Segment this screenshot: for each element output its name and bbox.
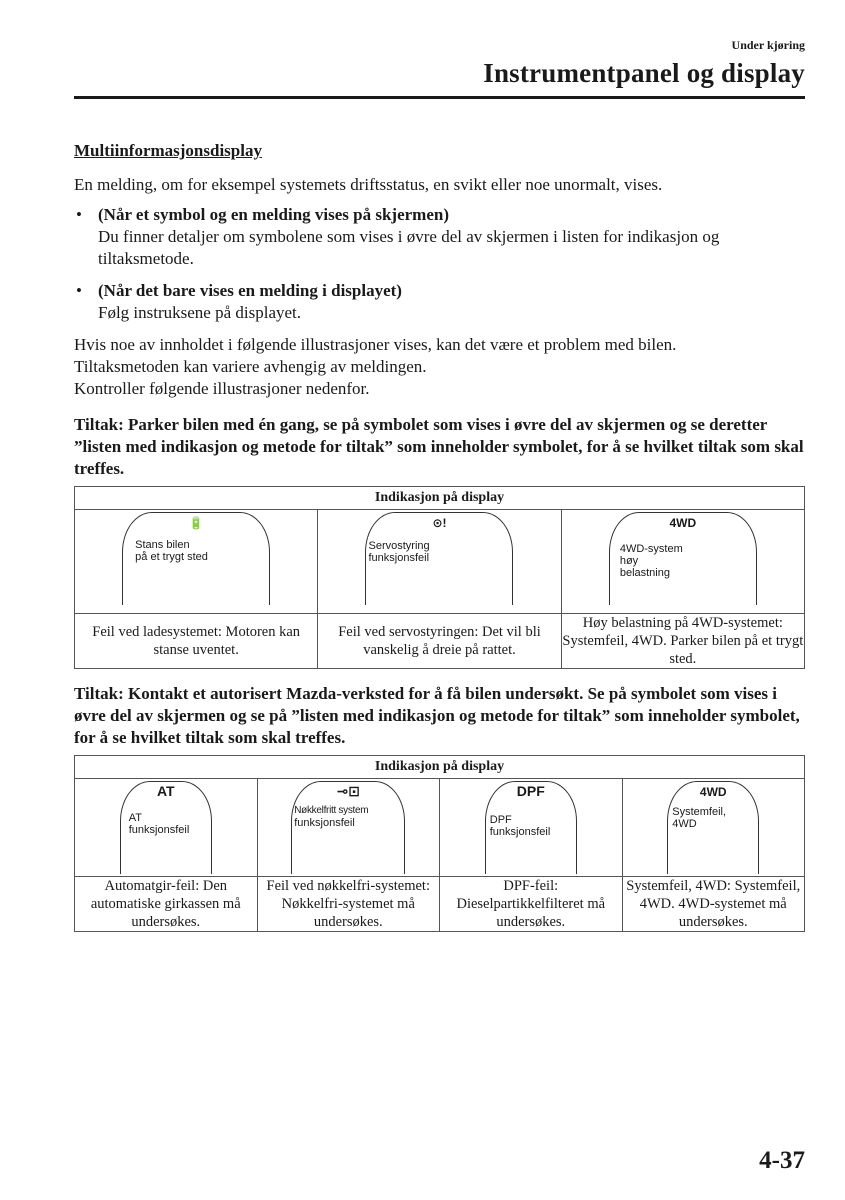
display-screen	[667, 781, 759, 874]
battery-icon: 🔋	[188, 516, 204, 530]
warning-line: Kontroller følgende illustrasjoner nedenfor.	[74, 379, 370, 398]
page-number: 4-37	[759, 1147, 805, 1174]
dpf-icon: DPF	[516, 783, 545, 799]
bullet-title: (Når det bare vises en melding i displayet)	[98, 281, 402, 300]
4wd-icon: 4WD	[699, 785, 727, 799]
bullet-title: (Når et symbol og en melding vises på skjermen)	[98, 205, 449, 224]
screen-line: DPF	[489, 814, 512, 826]
section-label: Under kjøring	[731, 38, 805, 52]
display-screen	[365, 512, 513, 605]
main-content	[74, 140, 805, 940]
action-instruction-1: Tiltak: Parker bilen med én gang, se på symbolet som vises i øvre del av skjermen og se deretter ”listen med indikasjon og metode for tiltak” som inneholder symbolet, for å se hvilket tiltak som skal treffes.	[74, 415, 804, 478]
warning-line: Tiltaksmetoden kan variere avhengig av meldingen.	[74, 357, 427, 376]
bullet-item	[74, 280, 805, 324]
display-illustration	[622, 779, 805, 877]
warning-line: Hvis noe av innholdet i følgende illustrasjoner vises, kan det være et problem med bilen.	[74, 335, 677, 354]
screen-line: på et trygt sted	[135, 551, 208, 563]
table-header: Indikasjon på display	[75, 487, 805, 510]
display-illustration	[561, 510, 804, 614]
indication-description: DPF-feil: Dieselpartikkelfilteret må undersøkes.	[440, 877, 623, 932]
display-screen	[291, 781, 405, 874]
screen-line: Servostyring	[368, 540, 430, 552]
at-icon: AT	[156, 783, 175, 799]
screen-line: høy	[619, 555, 639, 567]
bullet-text: Du finner detaljer om symbolene som vises i øvre del av skjermen i listen for indikasjon og tiltaksmetode.	[98, 227, 720, 268]
screen-text	[620, 543, 683, 579]
screen-text	[129, 812, 190, 836]
table-header: Indikasjon på display	[75, 756, 805, 779]
indication-description: Automatgir-feil: Den automatiske girkassen må undersøkes.	[75, 877, 258, 932]
display-screen	[120, 781, 212, 874]
screen-line: funksjonsfeil	[368, 552, 430, 564]
bullet-item	[74, 204, 805, 270]
screen-line: Systemfeil,	[672, 806, 727, 818]
indication-table-2	[74, 755, 805, 932]
display-illustration	[75, 779, 258, 877]
bullet-dot: •	[76, 281, 82, 300]
action-instruction-2: Tiltak: Kontakt et autorisert Mazda-verksted for å få bilen undersøkt. Se på symbolet som vises i øvre del av skjermen og se på ”listen med indikasjon og metode for tiltak” som inneholder symbolet, for å se hvilket tiltak som skal treffes.	[74, 684, 800, 747]
indication-table-1	[74, 486, 805, 669]
screen-line: 4WD	[672, 818, 697, 830]
screen-line: funksjonsfeil	[489, 826, 551, 838]
display-illustration	[440, 779, 623, 877]
header-divider	[74, 96, 805, 99]
screen-text	[135, 539, 208, 563]
screen-line: belastning	[619, 567, 670, 579]
warning-paragraph	[74, 334, 805, 400]
4wd-icon: 4WD	[669, 516, 697, 530]
bullet-text: Følg instruksene på displayet.	[98, 303, 302, 322]
indication-description: Feil ved servostyringen: Det vil bli vanskelig å dreie på rattet.	[318, 614, 561, 669]
display-illustration	[318, 510, 561, 614]
display-screen	[122, 512, 270, 605]
screen-text	[294, 804, 368, 829]
screen-line: 4WD-system	[619, 543, 683, 555]
key-icon: ⊸⊡	[336, 783, 360, 799]
screen-line: funksjonsfeil	[294, 817, 355, 829]
screen-text	[368, 540, 429, 564]
indication-description: Feil ved nøkkelfri-systemet: Nøkkelfri-systemet må undersøkes.	[257, 877, 440, 932]
bullet-dot: •	[76, 205, 82, 224]
screen-line: Nøkkelfritt system	[294, 805, 369, 816]
indication-description: Feil ved ladesystemet: Motoren kan stanse uventet.	[75, 614, 318, 669]
display-illustration	[257, 779, 440, 877]
intro-paragraph: En melding, om for eksempel systemets driftsstatus, en svikt eller noe unormalt, vises.	[74, 175, 663, 194]
display-screen	[485, 781, 577, 874]
screen-line: funksjonsfeil	[128, 824, 190, 836]
display-screen	[609, 512, 757, 605]
screen-text	[672, 806, 726, 830]
indication-description: Høy belastning på 4WD-systemet: Systemfeil, 4WD. Parker bilen på et trygt sted.	[562, 615, 804, 667]
screen-line: Stans bilen	[135, 539, 190, 551]
steering-warning-icon: ⊙!	[432, 516, 447, 530]
screen-text	[490, 814, 551, 838]
display-illustration	[75, 510, 318, 614]
screen-line: AT	[128, 812, 142, 824]
indication-description: Systemfeil, 4WD: Systemfeil, 4WD. 4WD-systemet må undersøkes.	[622, 877, 805, 932]
page-title: Instrumentpanel og display	[483, 58, 805, 88]
section-title: Multiinformasjonsdisplay	[74, 141, 262, 160]
